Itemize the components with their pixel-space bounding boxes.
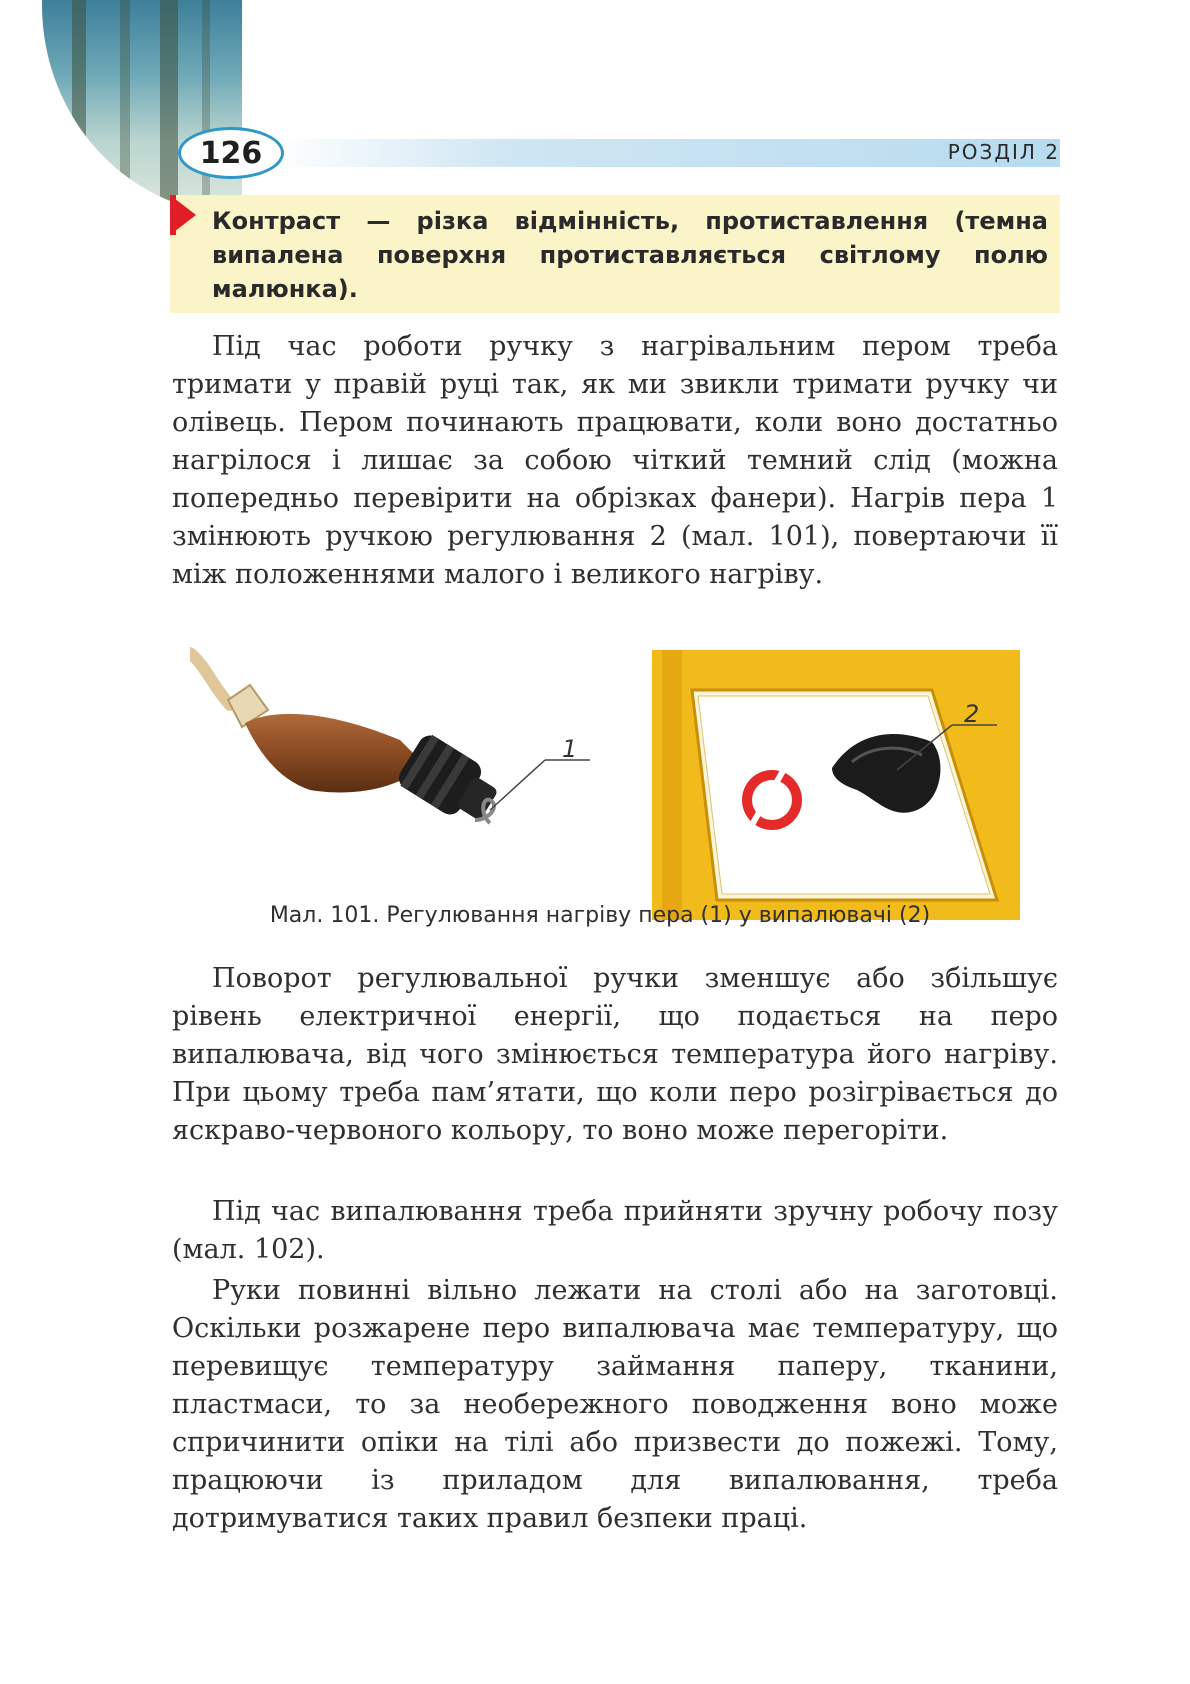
definition-text: Контраст — різка відмінність, протиставлення (темна випалена поверхня протиставляється світлому полю малюнка). [212,207,1048,303]
forest-corner-image [42,0,242,215]
header-band [270,139,1060,167]
definition-box [170,195,1060,313]
paragraph-4: Руки повинні вільно лежати на столі або на заготовці. Оскільки розжарене перо випалювача має температуру, що перевищує температуру займання паперу, тканини, пластмаси, то за необережного поводження воно може спричинити опіки на тілі або призвести до пожежі. Тому, працюючи із приладом для випалювання, треба дотримуватися таких правил безпеки праці. [172,1275,1058,1534]
label-1: 1 [562,735,578,763]
triangle-marker-icon [170,195,196,235]
paragraph-3: Під час випалювання треба прийняти зручну робочу позу (мал. 102). [172,1196,1058,1265]
label-2: 2 [964,700,980,728]
burner-device-illustration [652,650,1020,920]
section-label: РОЗДІЛ 2 [947,140,1060,164]
figure-caption: Мал. 101. Регулювання нагріву пера (1) у випалювачі (2) [269,903,931,928]
page-number: 126 [178,127,284,179]
paragraph-1: Під час роботи ручку з нагрівальним пером треба тримати у правій руці так, як ми звикли тримати ручку чи олівець. Пером починають працювати, коли воно достатньо нагрілося і лишає за собою чіткий темний слід (можна попередньо перевірити на обрізках фанери). Нагрів пера 1 змінюють ручкою регулювання 2 (мал. 101), повертаючи її між положеннями малого і великого нагріву. [172,331,1058,590]
paragraph-2: Поворот регулювальної ручки зменшує або збільшує рівень електричної енергії, що подається на перо випалювача, від чого змінюється температура його нагріву. При цьому треба пам’ятати, що коли перо розігрівається до яскраво-червоного кольору, то воно може перегоріти. [172,963,1058,1146]
burning-pen-illustration [190,645,610,925]
